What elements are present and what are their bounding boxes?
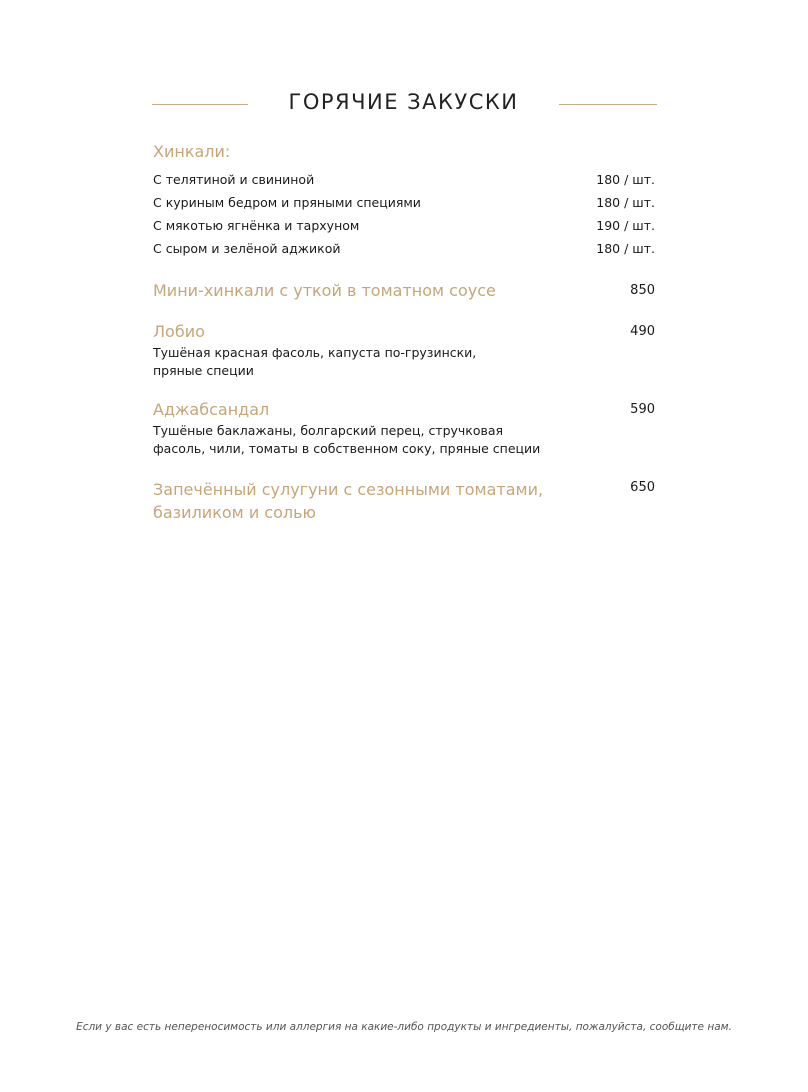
menu-item-price: 180 / шт.	[596, 172, 655, 187]
menu-item-name: С телятиной и свининой	[153, 172, 315, 187]
menu-item-name: С мякотью ягнёнка и тархуном	[153, 218, 360, 233]
lobio-description	[153, 344, 553, 380]
suluguni-title-line: Запечённый сулугуни с сезонными томатами,	[153, 480, 544, 499]
khinkali-item	[153, 195, 655, 213]
description-line: Тушёные баклажаны, болгарский перец, стручковая	[153, 423, 504, 438]
menu-item-price: 190 / шт.	[596, 218, 655, 233]
suluguni-title	[153, 478, 543, 524]
menu-item-name: С сыром и зелёной аджикой	[153, 241, 341, 256]
suluguni-price: 650	[630, 480, 655, 495]
khinkali-item	[153, 172, 655, 190]
menu-item-name: С куриным бедром и пряными специями	[153, 195, 421, 210]
ajapsandali-description	[153, 422, 553, 458]
suluguni-title-line: базиликом и солью	[153, 503, 317, 522]
allergy-note: Если у вас есть непереносимость или аллергия на какие-либо продукты и ингредиенты, пожалуйста, сообщите нам.	[76, 1021, 732, 1033]
menu-item-price: 180 / шт.	[596, 241, 655, 256]
mini-khinkali-price: 850	[630, 283, 655, 298]
description-line: пряные специи	[153, 363, 254, 378]
ajapsandali-title: Аджабсандал	[153, 400, 270, 419]
ajapsandali-price: 590	[630, 402, 655, 417]
khinkali-item	[153, 241, 655, 259]
header-divider-left	[152, 104, 248, 105]
lobio-title: Лобио	[153, 322, 205, 341]
page-title: ГОРЯЧИЕ ЗАКУСКИ	[288, 90, 519, 114]
menu-header	[0, 84, 808, 124]
description-line: фасоль, чили, томаты в собственном соку, пряные специи	[153, 441, 541, 456]
khinkali-title: Хинкали:	[153, 142, 231, 161]
mini-khinkali-title: Мини-хинкали с уткой в томатном соусе	[153, 281, 496, 300]
description-line: Тушёная красная фасоль, капуста по-грузински,	[153, 345, 477, 360]
lobio-price: 490	[630, 324, 655, 339]
header-divider-right	[559, 104, 657, 105]
menu-item-price: 180 / шт.	[596, 195, 655, 210]
khinkali-item	[153, 218, 655, 236]
